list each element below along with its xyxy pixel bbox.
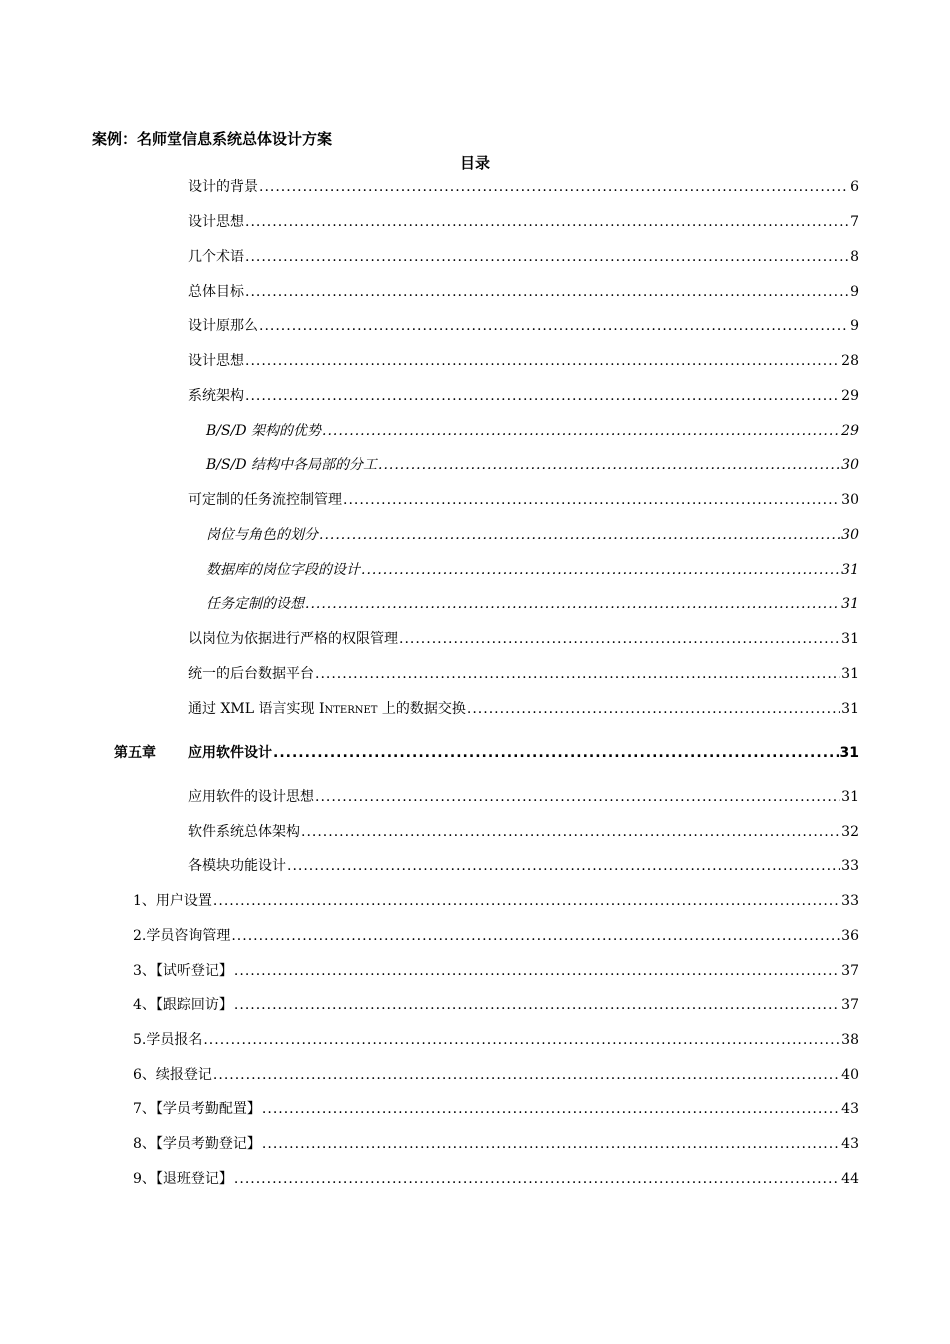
toc-entry-page: 28 bbox=[841, 353, 859, 369]
toc-entry-label: 设计原那么 bbox=[188, 318, 258, 334]
toc-entry-label: B/S/D 架构的优势 bbox=[206, 423, 321, 439]
toc-entry[interactable] bbox=[206, 456, 859, 474]
toc-entry-label-smallcaps: Internet bbox=[318, 701, 378, 717]
toc-entry-label: 设计的背景 bbox=[188, 179, 258, 195]
toc-entry-label: 应用软件的设计思想 bbox=[188, 789, 314, 805]
toc-leader-dots bbox=[315, 665, 840, 683]
toc-chapter-number: 第五章 bbox=[114, 745, 156, 761]
toc-entry-label: 岗位与角色的划分 bbox=[206, 527, 318, 543]
toc-entry[interactable] bbox=[133, 892, 859, 910]
toc-leader-dots bbox=[213, 1066, 840, 1084]
toc-heading: 目录 bbox=[459, 154, 490, 172]
toc-entry-page: 30 bbox=[841, 527, 859, 543]
toc-entry-label: 软件系统总体架构 bbox=[188, 824, 300, 840]
toc-entry-page: 38 bbox=[841, 1032, 859, 1048]
toc-entry-page: 31 bbox=[841, 596, 859, 612]
toc-leader-dots bbox=[234, 996, 840, 1014]
toc-entry[interactable] bbox=[133, 996, 859, 1014]
toc-entry[interactable] bbox=[188, 283, 859, 301]
toc-entry-page: 9 bbox=[850, 284, 859, 300]
toc-leader-dots bbox=[213, 892, 840, 910]
toc-entry-page: 31 bbox=[841, 631, 859, 647]
toc-entry-label: 6、续报登记 bbox=[133, 1067, 212, 1083]
toc-leader-dots bbox=[245, 283, 849, 301]
toc-leader-dots bbox=[319, 526, 840, 544]
toc-entry[interactable] bbox=[133, 927, 859, 945]
toc-leader-dots bbox=[378, 456, 840, 474]
toc-leader-dots bbox=[234, 1170, 840, 1188]
toc-chapter-entry[interactable] bbox=[114, 744, 859, 762]
toc-entry-label: 数据库的岗位字段的设计 bbox=[206, 562, 360, 578]
toc-leader-dots bbox=[305, 595, 840, 613]
toc-entry-label: B/S/D 结构中各局部的分工 bbox=[206, 457, 377, 473]
toc-entry[interactable] bbox=[206, 561, 859, 579]
toc-entry-page: 6 bbox=[850, 179, 859, 195]
toc-entry[interactable] bbox=[133, 1170, 859, 1188]
toc-entry[interactable] bbox=[133, 1066, 859, 1084]
toc-entry-label: 统一的后台数据平台 bbox=[188, 666, 314, 682]
toc-entry-label: 总体目标 bbox=[188, 284, 244, 300]
toc-entry-label: 8、【学员考勤登记】 bbox=[133, 1136, 261, 1152]
toc-leader-dots bbox=[301, 823, 840, 841]
toc-leader-dots bbox=[245, 387, 840, 405]
toc-entry-label: 5.学员报名 bbox=[133, 1032, 203, 1048]
toc-entry[interactable] bbox=[188, 352, 859, 370]
toc-entry-page: 40 bbox=[841, 1067, 859, 1083]
toc-entry[interactable] bbox=[133, 962, 859, 980]
toc-entry-page: 37 bbox=[841, 963, 859, 979]
toc-leader-dots bbox=[287, 857, 840, 875]
toc-entry-label-suffix: 上的数据交换 bbox=[377, 701, 466, 717]
toc-entry[interactable] bbox=[188, 788, 859, 806]
toc-leader-dots bbox=[343, 491, 840, 509]
toc-leader-dots bbox=[231, 927, 840, 945]
toc-entry-page: 9 bbox=[850, 318, 859, 334]
toc-leader-dots bbox=[203, 1031, 840, 1049]
toc-entry-label: 1、用户设置 bbox=[133, 893, 212, 909]
toc-leader-dots bbox=[234, 962, 840, 980]
toc-entry[interactable] bbox=[206, 422, 859, 440]
toc-entry[interactable] bbox=[206, 595, 859, 613]
toc-entry-page: 29 bbox=[841, 388, 859, 404]
toc-entry[interactable] bbox=[188, 857, 859, 875]
toc-entry[interactable] bbox=[188, 491, 859, 509]
toc-entry-page: 43 bbox=[841, 1136, 859, 1152]
toc-leader-dots bbox=[262, 1135, 840, 1153]
toc-entry-label: 可定制的任务流控制管理 bbox=[188, 492, 342, 508]
toc-entry-page: 7 bbox=[850, 214, 859, 230]
toc-entry[interactable] bbox=[188, 823, 859, 841]
toc-entry[interactable] bbox=[188, 630, 859, 648]
toc-entry-label: 7、【学员考勤配置】 bbox=[133, 1101, 261, 1117]
document-title: 案例：名师堂信息系统总体设计方案 bbox=[92, 130, 333, 148]
toc-entry-label: 各模块功能设计 bbox=[188, 858, 286, 874]
toc-entry[interactable] bbox=[188, 387, 859, 405]
toc-entry[interactable] bbox=[188, 317, 859, 335]
toc-entry-page: 32 bbox=[841, 824, 859, 840]
toc-leader-dots bbox=[322, 422, 840, 440]
toc-entry[interactable] bbox=[133, 1031, 859, 1049]
toc-leader-dots bbox=[245, 248, 849, 266]
toc-entry-label: 任务定制的设想 bbox=[206, 596, 304, 612]
toc-entry-page: 29 bbox=[841, 423, 859, 439]
toc-entry-label: 9、【退班登记】 bbox=[133, 1171, 233, 1187]
toc-leader-dots bbox=[467, 700, 840, 718]
toc-entry-page: 31 bbox=[839, 745, 859, 761]
toc-entry-label: 2.学员咨询管理 bbox=[133, 928, 231, 944]
toc-entry-page: 36 bbox=[841, 928, 859, 944]
toc-entry[interactable] bbox=[133, 1100, 859, 1118]
toc-entry-label: 设计思想 bbox=[188, 353, 244, 369]
toc-entry-page: 37 bbox=[841, 997, 859, 1013]
toc-entry-label-prefix: 通过 XML 语言实现 bbox=[188, 701, 319, 717]
toc-entry-page: 31 bbox=[841, 666, 859, 682]
toc-leader-dots bbox=[259, 178, 849, 196]
toc-leader-dots bbox=[262, 1100, 840, 1118]
toc-leader-dots bbox=[399, 630, 840, 648]
toc-entry[interactable] bbox=[206, 526, 859, 544]
toc-entry[interactable] bbox=[188, 178, 859, 196]
toc-entry-label: 以岗位为依据进行严格的权限管理 bbox=[188, 631, 398, 647]
toc-entry-page: 33 bbox=[841, 858, 859, 874]
toc-entry-label: 应用软件设计 bbox=[188, 745, 272, 761]
toc-entry-label: 4、【跟踪回访】 bbox=[133, 997, 233, 1013]
toc-entry-page: 30 bbox=[841, 492, 859, 508]
toc-entry-page: 31 bbox=[841, 701, 859, 717]
toc-leader-dots bbox=[259, 317, 849, 335]
toc-entry-page: 43 bbox=[841, 1101, 859, 1117]
toc-entry-label: 几个术语 bbox=[188, 249, 244, 265]
toc-entry[interactable] bbox=[188, 700, 859, 718]
toc-entry[interactable] bbox=[133, 1135, 859, 1153]
toc-entry[interactable] bbox=[188, 665, 859, 683]
toc-entry-page: 30 bbox=[841, 457, 859, 473]
toc-entry-label: 系统架构 bbox=[188, 388, 244, 404]
toc-entry-page: 31 bbox=[841, 789, 859, 805]
toc-entry-page: 8 bbox=[850, 249, 859, 265]
toc-entry-page: 33 bbox=[841, 893, 859, 909]
toc-leader-dots bbox=[273, 744, 839, 762]
toc-leader-dots bbox=[245, 352, 840, 370]
toc-entry[interactable] bbox=[188, 248, 859, 266]
toc-entry[interactable] bbox=[188, 213, 859, 231]
toc-leader-dots bbox=[315, 788, 840, 806]
toc-leader-dots bbox=[245, 213, 849, 231]
toc-leader-dots bbox=[361, 561, 840, 579]
toc-entry-page: 31 bbox=[841, 562, 859, 578]
toc-entry-page: 44 bbox=[841, 1171, 859, 1187]
toc-entry-label: 3、【试听登记】 bbox=[133, 963, 233, 979]
toc-entry-label bbox=[188, 700, 466, 718]
toc-entry-label: 设计思想 bbox=[188, 214, 244, 230]
